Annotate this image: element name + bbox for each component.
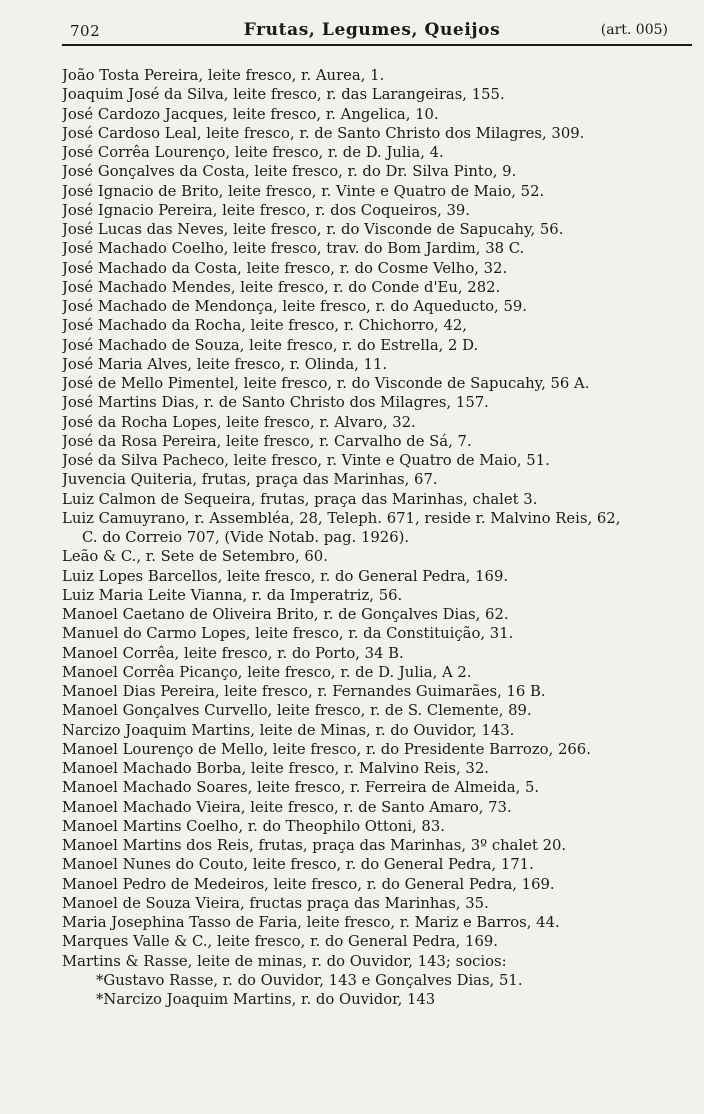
list-item: José Machado da Costa, leite fresco, r. do Cosme Velho, 32. bbox=[62, 259, 508, 277]
entry-list bbox=[62, 66, 694, 1009]
article-reference: (art. 005) bbox=[600, 22, 668, 38]
list-item: José Cardoso Leal, leite fresco, r. de Santo Christo dos Milagres, 309. bbox=[62, 124, 585, 142]
list-item: Luiz Calmon de Sequeira, frutas, praça das Marinhas, chalet 3. bbox=[62, 490, 538, 508]
list-item: Manoel Pedro de Medeiros, leite fresco, r. do General Pedra, 169. bbox=[62, 875, 555, 893]
list-item: Manoel Martins dos Reis, frutas, praça das Marinhas, 3º chalet 20. bbox=[62, 837, 567, 854]
list-item: José Gonçalves da Costa, leite fresco, r. do Dr. Silva Pinto, 9. bbox=[62, 163, 517, 181]
list-item: Manoel Nunes do Couto, leite fresco, r. do General Pedra, 171. bbox=[62, 856, 534, 874]
list-item: José Cardozo Jacques, leite fresco, r. Angelica, 10. bbox=[62, 105, 439, 123]
page-number: 702 bbox=[70, 22, 101, 40]
list-item: Joaquim José da Silva, leite fresco, r. das Larangeiras, 155. bbox=[62, 86, 505, 104]
list-item: José Martins Dias, r. de Santo Christo dos Milagres, 157. bbox=[62, 394, 489, 412]
list-item: José Machado Coelho, leite fresco, trav. do Bom Jardim, 38 C. bbox=[62, 240, 525, 258]
list-item: José Corrêa Lourenço, leite fresco, r. de D. Julia, 4. bbox=[62, 144, 444, 161]
list-item: Manoel Dias Pereira, leite fresco, r. Fernandes Guimarães, 16 B. bbox=[62, 683, 546, 700]
list-item: Maria Josephina Tasso de Faria, leite fresco, r. Mariz e Barros, 44. bbox=[62, 914, 560, 931]
header-rule bbox=[62, 44, 692, 46]
list-item: Manoel Corrêa, leite fresco, r. do Porto, 34 B. bbox=[62, 644, 404, 662]
list-item: Manuel do Carmo Lopes, leite fresco, r. da Constituição, 31. bbox=[62, 625, 514, 643]
list-item: Manoel Machado Borba, leite fresco, r. Malvino Reis, 32. bbox=[62, 760, 489, 777]
list-item: Manoel Corrêa Picanço, leite fresco, r. de D. Julia, A 2. bbox=[62, 663, 472, 681]
list-item: Narcizo Joaquim Martins, leite de Minas, r. do Ouvidor, 143. bbox=[62, 721, 515, 739]
page-header bbox=[62, 18, 682, 44]
list-item: José Ignacio Pereira, leite fresco, r. dos Coqueiros, 39. bbox=[62, 201, 471, 219]
list-item: José da Rosa Pereira, leite fresco, r. Carvalho de Sá, 7. bbox=[62, 432, 472, 450]
list-item: José Machado de Souza, leite fresco, r. do Estrella, 2 D. bbox=[62, 336, 479, 354]
list-item: José Maria Alves, leite fresco, r. Olinda, 11. bbox=[62, 355, 388, 373]
list-item: Manoel de Souza Vieira, fructas praça das Marinhas, 35. bbox=[62, 894, 489, 912]
list-item: José Lucas das Neves, leite fresco, r. do Visconde de Sapucahy, 56. bbox=[62, 221, 564, 238]
list-item: Manoel Lourenço de Mello, leite fresco, r. do Presidente Barrozo, 266. bbox=[62, 740, 591, 758]
list-item: João Tosta Pereira, leite fresco, r. Aurea, 1. bbox=[62, 67, 385, 84]
list-item: Martins & Rasse, leite de minas, r. do Ouvidor, 143; socios: bbox=[62, 952, 507, 970]
list-item: José Machado Mendes, leite fresco, r. do Conde d'Eu, 282. bbox=[62, 278, 501, 296]
list-item: José da Rocha Lopes, leite fresco, r. Alvaro, 32. bbox=[62, 413, 416, 431]
page-title: Frutas, Legumes, Queijos bbox=[243, 20, 501, 40]
list-item: Luiz Camuyrano, r. Assembléa, 28, Teleph. 671, reside r. Malvino Reis, 62, bbox=[62, 509, 621, 527]
list-item: José de Mello Pimentel, leite fresco, r. do Visconde de Sapucahy, 56 A. bbox=[62, 375, 590, 392]
list-item-partner: *Narcizo Joaquim Martins, r. do Ouvidor, 143 bbox=[96, 991, 436, 1008]
list-item: Luiz Lopes Barcellos, leite fresco, r. do General Pedra, 169. bbox=[62, 567, 509, 585]
list-item: Manoel Machado Soares, leite fresco, r. Ferreira de Almeida, 5. bbox=[62, 779, 540, 797]
list-item: Manoel Gonçalves Curvello, leite fresco, r. de S. Clemente, 89. bbox=[62, 702, 532, 720]
list-item: José da Silva Pacheco, leite fresco, r. Vinte e Quatro de Maio, 51. bbox=[62, 452, 550, 469]
list-item: Marques Valle & C., leite fresco, r. do General Pedra, 169. bbox=[62, 933, 498, 951]
list-item-continuation: C. do Correio 707, (Vide Notab. pag. 1926). bbox=[82, 529, 410, 546]
list-item: Juvencia Quiteria, frutas, praça das Marinhas, 67. bbox=[62, 471, 438, 489]
list-item: Luiz Maria Leite Vianna, r. da Imperatriz, 56. bbox=[62, 586, 403, 604]
list-item: José Ignacio de Brito, leite fresco, r. Vinte e Quatro de Maio, 52. bbox=[62, 182, 545, 200]
list-item: Leão & C., r. Sete de Setembro, 60. bbox=[62, 548, 328, 566]
list-item: José Machado de Mendonça, leite fresco, r. do Aqueducto, 59. bbox=[62, 298, 527, 315]
list-item: José Machado da Rocha, leite fresco, r. Chichorro, 42, bbox=[62, 317, 467, 335]
list-item: Manoel Caetano de Oliveira Brito, r. de Gonçalves Dias, 62. bbox=[62, 606, 509, 623]
list-item: Manoel Machado Vieira, leite fresco, r. de Santo Amaro, 73. bbox=[62, 798, 512, 816]
list-item-partner: *Gustavo Rasse, r. do Ouvidor, 143 e Gonçalves Dias, 51. bbox=[96, 971, 523, 989]
list-item: Manoel Martins Coelho, r. do Theophilo Ottoni, 83. bbox=[62, 817, 445, 835]
